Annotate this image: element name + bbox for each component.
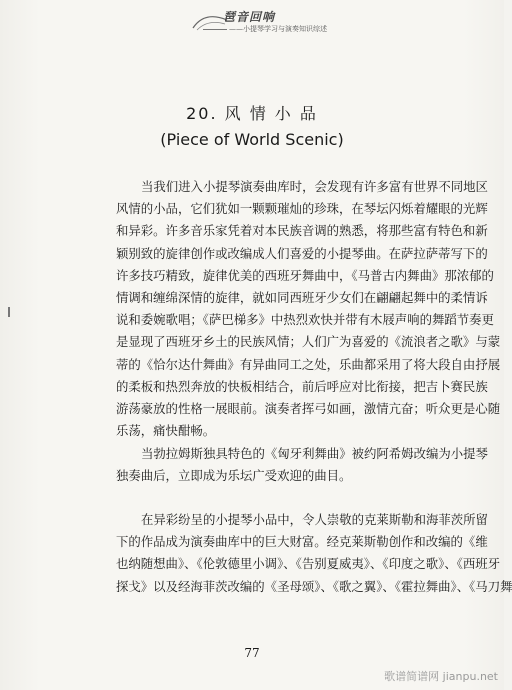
paragraph-3 — [116, 509, 512, 598]
text-line: 乐荡，痛快酣畅。 — [116, 423, 216, 439]
text-line: 是显现了西班牙乡土的民族风情；人们广为喜爱的《流浪者之歌》与蒙 — [116, 334, 501, 350]
text-line: 情调和缠绵深情的旋律，就如同西班牙少女们在翩翩起舞中的柔情诉 — [116, 290, 488, 306]
header-subtitle: ——小提琴学习与演奏知识综述 — [229, 25, 327, 33]
text-line: 独奏曲后，立即成为乐坛广受欢迎的曲目。 — [116, 468, 352, 484]
page-number: 77 — [244, 646, 260, 660]
paragraph-2 — [116, 443, 488, 487]
text-line: 探戈》以及经海菲茨改编的《圣母颂》、《歌之翼》、《霍拉舞曲》、《马刀舞 — [116, 578, 512, 594]
text-line: 也纳随想曲》、《伦敦德里小调》、《告别夏威夷》、《印度之歌》、《西班牙 — [116, 556, 501, 572]
section-subtitle: (Piece of World Scenic) — [160, 130, 344, 149]
text-line: 的柔板和热烈奔放的快板相结合，前后呼应对比衔接，把吉卜赛民族 — [116, 378, 488, 394]
margin-mark — [8, 307, 10, 317]
text-line: 颖别致的旋律创作或改编成人们喜爱的小提琴曲。在萨拉萨蒂写下的 — [116, 245, 488, 261]
text-line: 游荡豪放的性格一展眼前。演奏者挥弓如画，激情亢奋；听众更是心随 — [116, 401, 501, 417]
text-line: 风情的小品，它们犹如一颗颗璀灿的珍珠，在琴坛闪烁着耀眼的光辉 — [116, 201, 488, 217]
site-watermark: 歌谱简谱网 jianpu.net — [384, 670, 498, 683]
text-line: 许多技巧精致，旋律优美的西班牙舞曲中，《马普古内舞曲》那浓郁的 — [116, 267, 494, 283]
text-line: 下的作品成为演奏曲库中的巨大财富。经克莱斯勒创作和改编的《维 — [116, 534, 488, 550]
paragraph-1 — [116, 176, 501, 442]
text-line: 当勃拉姆斯独具特色的《匈牙利舞曲》被约阿希姆改编为小提琴 — [141, 446, 488, 461]
text-line: 说和委婉歌唱；《萨巴梯多》中热烈欢快并带有木屐声响的舞蹈节奏更 — [116, 312, 494, 328]
text-line: 和异彩。许多音乐家凭着对本民族音调的熟悉，将那些富有特色和新 — [116, 223, 488, 239]
text-line: 当我们进入小提琴演奏曲库时，会发现有许多富有世界不同地区 — [141, 179, 488, 194]
text-line: 蒂的《恰尔达什舞曲》有异曲同工之处，乐曲都采用了将大段自由抒展 — [116, 356, 501, 372]
section-title: 20. 风 情 小 品 — [186, 104, 318, 123]
header-divider — [203, 29, 227, 30]
text-line: 在异彩纷呈的小提琴小品中，令人崇敬的克莱斯勒和海菲茨所留 — [141, 512, 488, 527]
header-title: 琶音回响 — [223, 10, 276, 24]
running-header — [195, 8, 365, 38]
